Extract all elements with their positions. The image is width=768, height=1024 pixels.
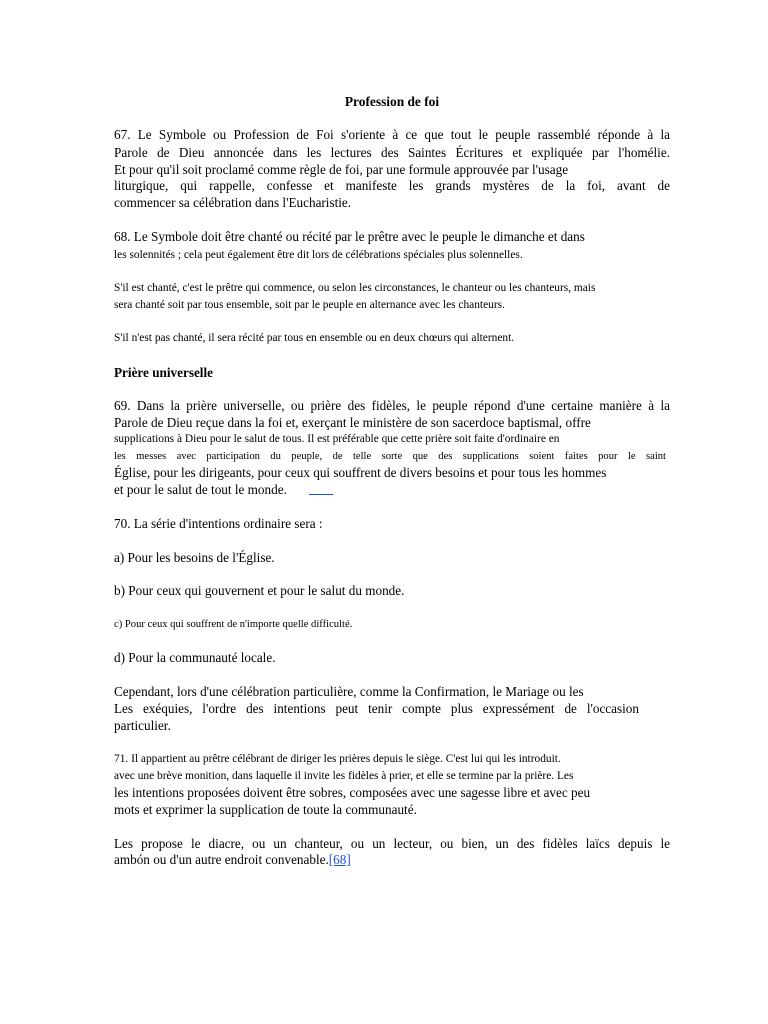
section-heading-priere: Prière universelle bbox=[114, 365, 213, 380]
footnote-link-68[interactable]: [68] bbox=[328, 852, 351, 867]
p68-line-1: 68. Le Symbole doit être chanté ou récité par le prêtre avec le peuple le dimanche et dans bbox=[114, 229, 585, 244]
p67-line-1: 67. Le Symbole ou Profession de Foi s'oriente à ce que tout le peuple rassemblé réponde à la bbox=[114, 127, 670, 142]
p71b-line-2 bbox=[114, 852, 351, 868]
p67-line-2: Parole de Dieu annoncée dans les lectures des Saintes Écritures et expliquée par l'homélie. bbox=[114, 145, 670, 160]
p68b-line-1: S'il est chanté, c'est le prêtre qui commence, ou selon les circonstances, le chanteur ou les chanteurs, mais bbox=[114, 282, 596, 294]
p69-line-6-text: et pour le salut de tout le monde. bbox=[114, 482, 287, 497]
list-item-d: d) Pour la communauté locale. bbox=[114, 650, 276, 665]
p70b-line-2: Les exéquies, l'ordre des intentions peut tenir compte plus expressément de l'occasion bbox=[114, 701, 639, 716]
p68-line-2: les solennités ; cela peut également être dit lors de célébrations spéciales plus solennelles. bbox=[114, 249, 523, 261]
p71-line-1: 71. Il appartient au prêtre célébrant de diriger les prières depuis le siège. C'est lui qui les introduit. bbox=[114, 753, 561, 765]
p68c-line: S'il n'est pas chanté, il sera récité par tous en ensemble ou en deux chœurs qui alternent. bbox=[114, 332, 515, 344]
list-item-b: b) Pour ceux qui gouvernent et pour le salut du monde. bbox=[114, 583, 405, 598]
p71-line-3: les intentions proposées doivent être sobres, composées avec une sagesse libre et avec peu bbox=[114, 785, 591, 800]
list-item-c: c) Pour ceux qui souffrent de n'importe quelle difficulté. bbox=[114, 619, 353, 630]
empty-hyperlink[interactable] bbox=[309, 493, 333, 495]
p67-line-3: Et pour qu'il soit proclamé comme règle de foi, par une formule approuvée par l'usage bbox=[114, 162, 569, 177]
p71b-line-1: Les propose le diacre, ou un chanteur, ou un lecteur, ou bien, un des fidèles laïcs depuis le bbox=[114, 836, 670, 851]
p69-line-2: Parole de Dieu reçue dans la foi et, exerçant le ministère de son sacerdoce baptismal, offre bbox=[114, 415, 591, 430]
p69-line-6 bbox=[114, 482, 333, 498]
p70-line: 70. La série d'intentions ordinaire sera : bbox=[114, 516, 323, 531]
p71-line-2: avec une brève monition, dans laquelle il invite les fidèles à prier, et elle se termine par la prière. Les bbox=[114, 770, 574, 782]
p69-line-5: Église, pour les dirigeants, pour ceux qui souffrent de divers besoins et pour tous les hommes bbox=[114, 465, 607, 480]
p69-line-1: 69. Dans la prière universelle, ou prière des fidèles, le peuple répond d'une certaine manière à la bbox=[114, 398, 670, 413]
p67-line-4: liturgique, qui rappelle, confesse et manifeste les grands mystères de la foi, avant de bbox=[114, 178, 670, 193]
p68b-line-2: sera chanté soit par tous ensemble, soit par le peuple en alternance avec les chanteurs. bbox=[114, 299, 505, 311]
list-item-a: a) Pour les besoins de l'Église. bbox=[114, 550, 275, 565]
p70b-line-1: Cependant, lors d'une célébration particulière, comme la Confirmation, le Mariage ou les bbox=[114, 684, 584, 699]
p67-line-5: commencer sa célébration dans l'Eucharistie. bbox=[114, 195, 352, 210]
section-title: Profession de foi bbox=[344, 94, 440, 109]
p70b-line-3: particulier. bbox=[114, 718, 171, 733]
p69-line-3: supplications à Dieu pour le salut de tous. Il est préférable que cette prière soit faite d'ordinaire en bbox=[114, 433, 560, 445]
p71b-line-2-text: ambón ou d'un autre endroit convenable. bbox=[114, 852, 329, 867]
p69-line-4: les messes avec participation du peuple, de telle sorte que des supplications soient faites pour le saint bbox=[114, 451, 666, 462]
p71-line-4: mots et exprimer la supplication de toute la communauté. bbox=[114, 802, 417, 817]
